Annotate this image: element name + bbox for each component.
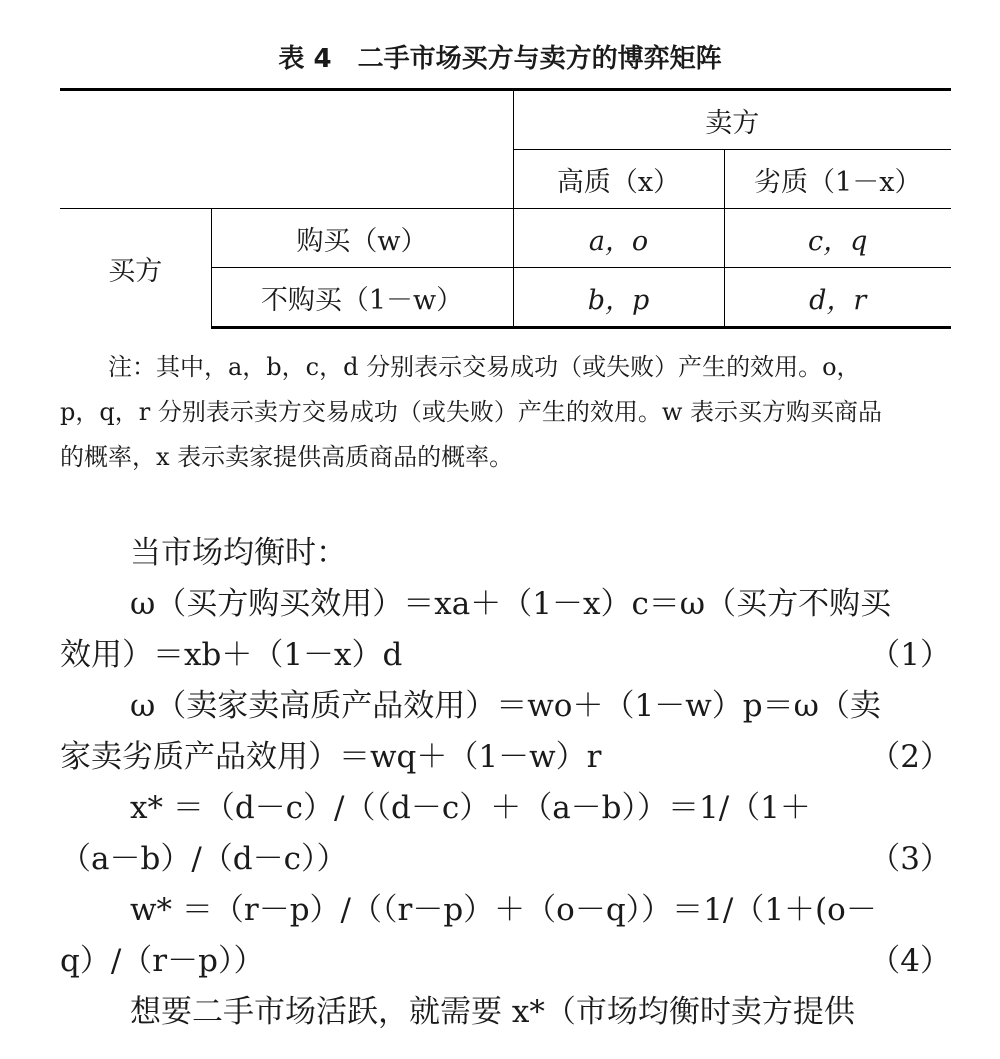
- equation-4-line-a: w* ＝（r－p）/（（r－p）＋（o－q））＝1/（1＋(o－: [130, 892, 877, 928]
- equation-1-line-b: 效用）＝xb＋（1－x）d: [60, 637, 403, 673]
- note-line-2: p，q，r 分别表示卖方交易成功（或失败）产生的效用。w 表示买方购买商品: [60, 398, 882, 426]
- equation-2-line-b: 家卖劣质产品效用）＝wq＋（1－w）r: [60, 739, 602, 775]
- equation-2-line-a: ω（卖家卖高质产品效用）＝wo＋（1－w）p＝ω（卖: [130, 688, 881, 724]
- equation-4-number: （4）: [869, 943, 951, 979]
- closing-line: 想要二手市场活跃，就需要 x*（市场均衡时卖方提供: [130, 994, 855, 1030]
- row-not-buy: 不购买（1－w）: [211, 268, 513, 328]
- game-matrix-table: [60, 88, 951, 329]
- col-high-quality: 高质（x）: [513, 150, 724, 209]
- note-line-3: 的概率，x 表示卖家提供高质商品的概率。: [60, 443, 514, 471]
- cell-buy-high: a，o: [513, 209, 724, 268]
- col-low-quality: 劣质（1－x）: [724, 150, 951, 209]
- table-caption: [0, 38, 1000, 75]
- equation-4-line-b: q）/（r－p））: [60, 943, 265, 979]
- equation-1-number: （1）: [869, 637, 951, 673]
- table-title: 二手市场买方与卖方的博弈矩阵: [357, 44, 722, 74]
- note-line-1: 注：其中，a，b，c，d 分别表示交易成功（或失败）产生的效用。o，: [108, 353, 861, 381]
- seller-header: 卖方: [513, 90, 951, 150]
- table-note: [60, 345, 951, 480]
- empty-corner-cell: [60, 90, 513, 150]
- row-buy: 购买（w）: [211, 209, 513, 268]
- cell-notbuy-low: d，r: [724, 268, 951, 328]
- buyer-header: 买方: [60, 209, 211, 328]
- equation-3-line-b: （a－b）/（d－c））: [60, 841, 348, 877]
- cell-notbuy-high: b，p: [513, 268, 724, 328]
- equation-1-line-a: ω（买方购买效用）＝xa＋（1－x）c＝ω（买方不购买: [130, 586, 892, 622]
- equation-3-number: （3）: [869, 841, 951, 877]
- cell-buy-low: c，q: [724, 209, 951, 268]
- equation-2-number: （2）: [869, 739, 951, 775]
- body-text: [60, 528, 951, 1038]
- intro-line: 当市场均衡时：: [130, 535, 347, 571]
- table-number: 表 4: [278, 44, 332, 74]
- equation-3-line-a: x* ＝（d－c）/（（d－c）＋（a－b））＝1/（1＋: [130, 790, 811, 826]
- empty-corner-cell-2: [60, 150, 513, 209]
